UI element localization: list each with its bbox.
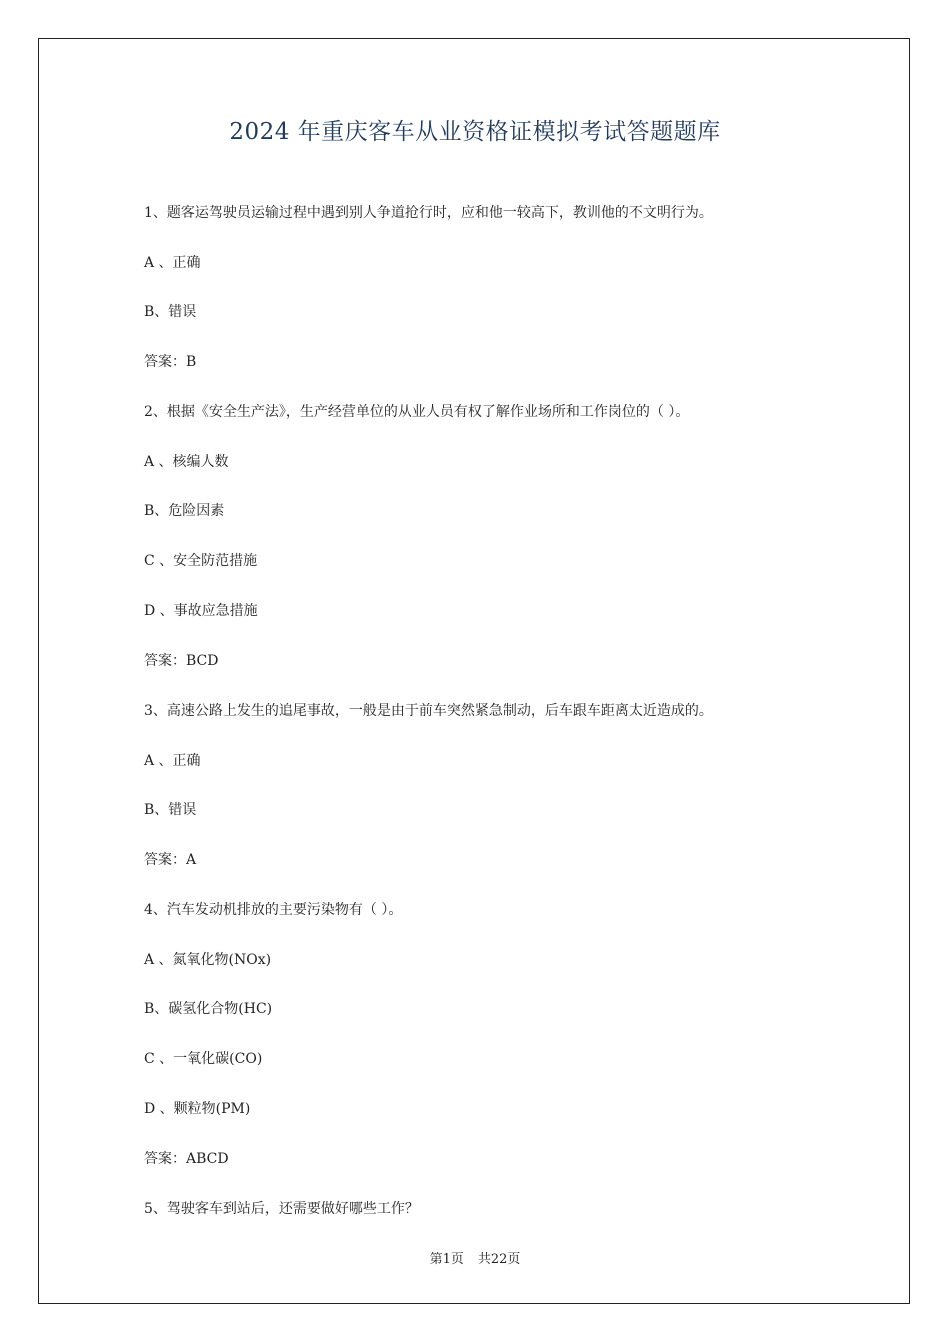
question-5-stem: 5、驾驶客车到站后，还需要做好哪些工作？ [144,1201,419,1217]
page-total: 共22页 [477,1252,521,1267]
question-3-option-a: A 、正确 [144,753,201,769]
question-3-answer: 答案：A [144,852,197,868]
question-4-option-b: B、碳氢化合物(HC) [144,1001,273,1017]
question-2-stem: 2、根据《安全生产法》，生产经营单位的从业人员有权了解作业场所和工作岗位的（ ）。 [144,404,690,420]
question-2-option-b: B、危险因素 [144,503,225,519]
question-4-option-c: C 、一氧化碳(CO) [144,1051,263,1067]
question-2-option-a: A 、核编人数 [144,454,229,470]
question-2-option-d: D 、事故应急措施 [144,603,258,619]
question-4-answer: 答案：ABCD [144,1151,229,1167]
question-1-option-b: B、错误 [144,304,197,320]
page-footer [38,1248,912,1267]
question-2-answer: 答案：BCD [144,653,219,669]
question-1-answer: 答案：B [144,354,197,370]
question-2-option-c: C 、安全防范措施 [144,553,258,569]
document-title: 2024 年重庆客车从业资格证模拟考试答题题库 [229,119,721,145]
question-3-stem: 3、高速公路上发生的追尾事故，一般是由于前车突然紧急制动，后车跟车距离太近造成的。 [144,703,713,719]
question-4-option-a: A 、氮氧化物(NOx) [144,952,272,968]
question-1-option-a: A 、正确 [144,255,201,271]
question-1-stem: 1、题客运驾驶员运输过程中遇到别人争道抢行时，应和他一较高下，教训他的不文明行为。 [144,205,713,221]
question-4-stem: 4、汽车发动机排放的主要污染物有（ ）。 [144,902,403,918]
page-number: 第1页 [429,1252,464,1267]
question-3-option-b: B、错误 [144,802,197,818]
question-4-option-d: D 、颗粒物(PM) [144,1101,251,1117]
